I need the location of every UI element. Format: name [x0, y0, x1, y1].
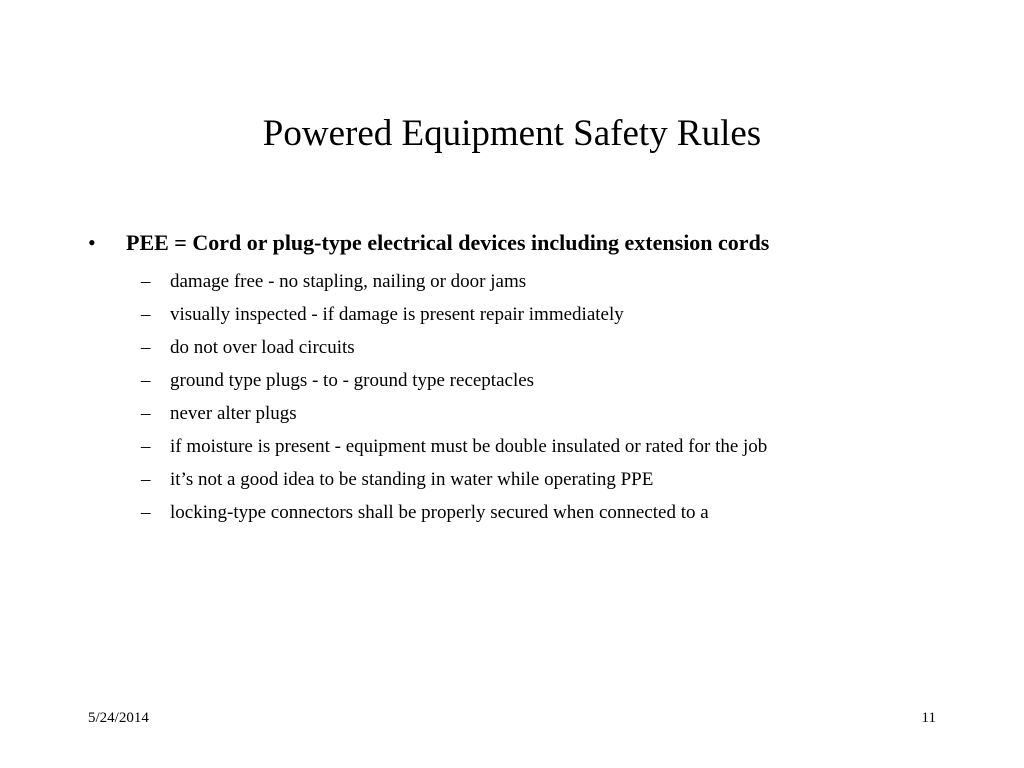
bullet-marker: •: [88, 230, 96, 255]
main-bullet: [88, 228, 988, 258]
dash-marker: –: [141, 337, 151, 358]
dash-marker: –: [141, 370, 151, 391]
dash-marker: –: [141, 403, 151, 424]
dash-marker: –: [141, 436, 151, 457]
dash-marker: –: [141, 469, 151, 490]
dash-marker: –: [141, 271, 151, 292]
sub-bullet-text: do not over load circuits: [170, 337, 355, 358]
sub-bullet-list: [141, 265, 1001, 529]
sub-bullet-text: never alter plugs: [170, 403, 297, 424]
sub-bullet-text: if moisture is present - equipment must be double insulated or rated for the job: [170, 436, 768, 457]
sub-bullet-item: [141, 463, 1001, 496]
sub-bullet-text: locking-type connectors shall be properly secured when connected to a: [170, 502, 709, 523]
sub-bullet-item: [141, 397, 1001, 430]
footer-date: 5/24/2014: [88, 710, 149, 726]
sub-bullet-item: [141, 430, 1001, 463]
main-bullet-text: PEE = Cord or plug-type electrical devices including extension cords: [126, 230, 770, 255]
sub-bullet-item: [141, 298, 1001, 331]
sub-bullet-item: [141, 496, 1001, 529]
sub-bullet-item: [141, 331, 1001, 364]
dash-marker: –: [141, 502, 151, 523]
sub-bullet-text: ground type plugs - to - ground type receptacles: [170, 370, 535, 391]
page-number: 11: [921, 710, 936, 726]
sub-bullet-item: [141, 364, 1001, 397]
sub-bullet-text: it’s not a good idea to be standing in water while operating PPE: [170, 469, 654, 490]
slide-title: Powered Equipment Safety Rules: [262, 113, 762, 154]
sub-bullet-item: [141, 265, 1001, 298]
dash-marker: –: [141, 304, 151, 325]
sub-bullet-text: damage free - no stapling, nailing or door jams: [170, 271, 527, 292]
sub-bullet-text: visually inspected - if damage is present repair immediately: [170, 304, 624, 325]
